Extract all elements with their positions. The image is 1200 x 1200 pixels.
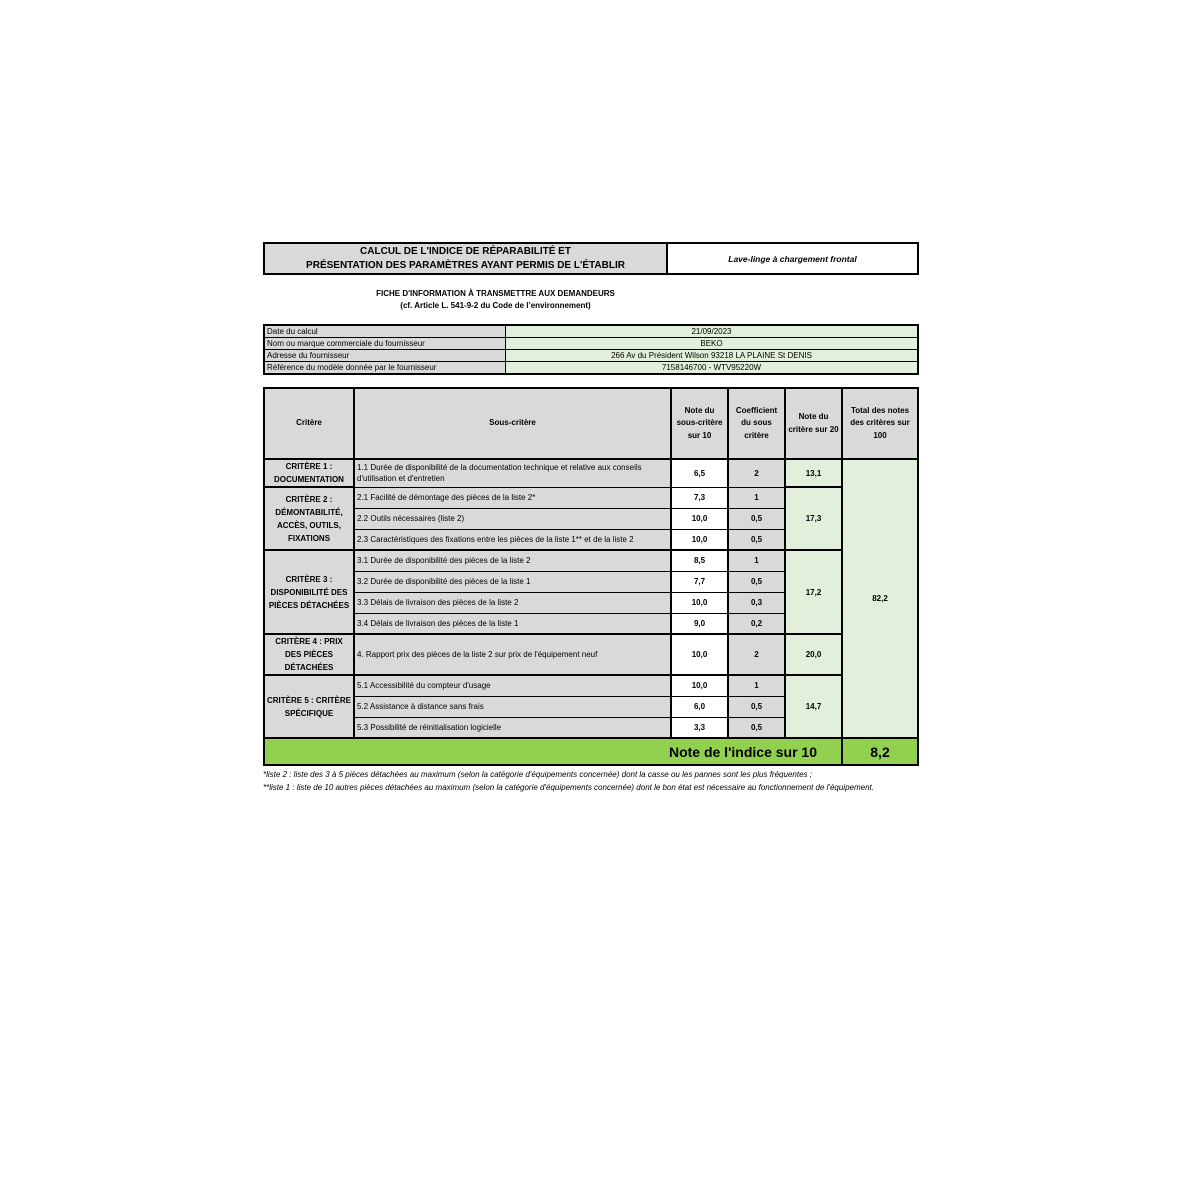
col-note-sous-critere: Note du sous-critère sur 10 [671,388,728,459]
info-label: Date du calcul [264,325,506,338]
subcriterion-label: 3.4 Délais de livraison des pièces de la liste 1 [354,613,671,634]
final-score-label: Note de l'indice sur 10 [264,738,842,765]
supplier-info-table [263,324,919,375]
info-row [264,350,918,362]
info-value: 21/09/2023 [506,325,919,338]
criterion-2-label: CRITÈRE 2 : DÉMONTABILITÉ, ACCÈS, OUTILS, FIXATIONS [264,487,354,550]
subcriterion-note: 10,0 [671,634,728,675]
table-row [264,675,918,696]
criteria-table [263,387,919,766]
title-line-2: PRÉSENTATION DES PARAMÈTRES AYANT PERMIS DE L'ÉTABLIR [306,259,625,271]
criterion-3-label: CRITÈRE 3 : DISPONIBILITÉ DES PIÈCES DÉTACHÉES [264,550,354,634]
subcriterion-label: 2.1 Facilité de démontage des pièces de la liste 2* [354,487,671,508]
subcriterion-coef: 1 [728,675,785,696]
subcriterion-label: 3.1 Durée de disponibilité des pièces de la liste 2 [354,550,671,571]
subcriterion-note: 6,0 [671,696,728,717]
subcriterion-note: 9,0 [671,613,728,634]
criteria-header-row [264,388,918,459]
sheet-title [263,242,668,275]
col-note-critere: Note du critère sur 20 [785,388,842,459]
subcriterion-label: 4. Rapport prix des pièces de la liste 2 sur prix de l'équipement neuf [354,634,671,675]
subcriterion-note: 10,0 [671,508,728,529]
subcriterion-coef: 0,3 [728,592,785,613]
subcriterion-coef: 0,5 [728,508,785,529]
subcriterion-label: 1.1 Durée de disponibilité de la documentation technique et relative aux conseils d'utilisation et d'entretien [354,459,671,487]
subcriterion-note: 8,5 [671,550,728,571]
subcriterion-coef: 0,5 [728,529,785,550]
subcriterion-coef: 0,5 [728,571,785,592]
info-row [264,338,918,350]
info-label: Référence du modèle donnée par le fournisseur [264,362,506,375]
footnote-liste-2: *liste 2 : liste des 3 à 5 pièces détachées au maximum (selon la catégorie d'équipements concernée) dont la casse ou les pannes sont les plus fréquentes ; [263,770,812,779]
subcriterion-note: 6,5 [671,459,728,487]
title-line-1: CALCUL DE L'INDICE DE RÉPARABILITÉ ET [360,245,571,257]
col-total: Total des notes des critères sur 100 [842,388,918,459]
total-score: 82,2 [842,459,918,738]
table-row [264,487,918,508]
footnote-liste-1: **liste 1 : liste de 10 autres pièces détachées au maximum (selon la catégorie d'équipements concernée) dont le bon état est nécessaire au fonctionnement de l'équipement. [263,783,874,792]
criterion-4-label: CRITÈRE 4 : PRIX DES PIÈCES DÉTACHÉES [264,634,354,675]
subcriterion-note: 7,7 [671,571,728,592]
sheet-header [263,242,919,275]
info-value: BEKO [506,338,919,350]
subheader-line-2: (cf. Article L. 541-9-2 du Code de l’environnement) [400,301,591,310]
col-critere: Critère [264,388,354,459]
criterion-2-score: 17,3 [785,487,842,550]
criterion-1-label: CRITÈRE 1 : DOCUMENTATION [264,459,354,487]
subcriterion-coef: 2 [728,459,785,487]
final-score-value: 8,2 [842,738,918,765]
subcriterion-label: 3.3 Délais de livraison des pièces de la liste 2 [354,592,671,613]
info-row [264,325,918,338]
criterion-3-score: 17,2 [785,550,842,634]
subcriterion-coef: 0,5 [728,717,785,738]
table-row [264,550,918,571]
subcriterion-note: 3,3 [671,717,728,738]
subcriterion-note: 10,0 [671,592,728,613]
subcriterion-coef: 0,2 [728,613,785,634]
info-label: Nom ou marque commerciale du fournisseur [264,338,506,350]
subcriterion-note: 7,3 [671,487,728,508]
product-category: Lave-linge à chargement frontal [668,242,919,275]
col-sous-critere: Sous-critère [354,388,671,459]
subcriterion-label: 5.1 Accessibilité du compteur d'usage [354,675,671,696]
subheader-line-1: FICHE D'INFORMATION À TRANSMETTRE AUX DEMANDEURS [376,289,615,298]
info-value: 7158146700 - WTV95220W [506,362,919,375]
info-value: 266 Av du Président Wilson 93218 LA PLAINE St DENIS [506,350,919,362]
col-coefficient: Coefficient du sous critère [728,388,785,459]
subcriterion-coef: 1 [728,487,785,508]
subcriterion-coef: 1 [728,550,785,571]
info-subheader [263,288,728,312]
final-score-row [264,738,918,765]
table-row [264,634,918,675]
info-label: Adresse du fournisseur [264,350,506,362]
criterion-5-label: CRITÈRE 5 : CRITÈRE SPÉCIFIQUE [264,675,354,738]
criterion-5-score: 14,7 [785,675,842,738]
subcriterion-note: 10,0 [671,675,728,696]
subcriterion-label: 5.3 Possibilité de réinitialisation logicielle [354,717,671,738]
subcriterion-coef: 0,5 [728,696,785,717]
info-row [264,362,918,375]
subcriterion-note: 10,0 [671,529,728,550]
subcriterion-coef: 2 [728,634,785,675]
criterion-4-score: 20,0 [785,634,842,675]
subcriterion-label: 2.2 Outils nécessaires (liste 2) [354,508,671,529]
subcriterion-label: 5.2 Assistance à distance sans frais [354,696,671,717]
footnotes [263,768,903,794]
subcriterion-label: 2.3 Caractéristiques des fixations entre les pièces de la liste 1** et de la liste 2 [354,529,671,550]
subcriterion-label: 3.2 Durée de disponibilité des pièces de la liste 1 [354,571,671,592]
repairability-sheet [263,242,919,794]
table-row [264,459,918,487]
criterion-1-score: 13,1 [785,459,842,487]
